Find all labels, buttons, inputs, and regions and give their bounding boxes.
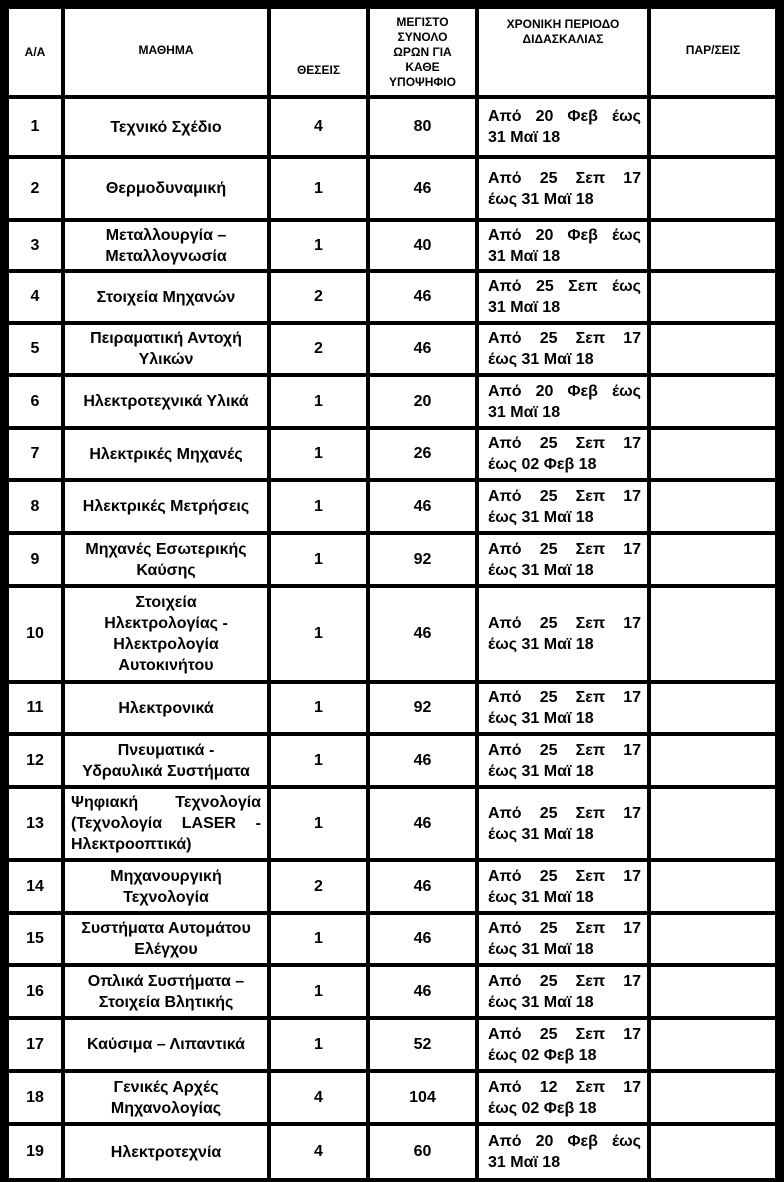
period-line: έως 31 Μαϊ 18 bbox=[488, 888, 594, 906]
row-hours: 26 bbox=[370, 430, 475, 478]
row-notes bbox=[651, 273, 775, 321]
row-subject bbox=[65, 862, 267, 911]
subject-line: Μηχανουργική bbox=[110, 867, 222, 885]
row-positions: 1 bbox=[271, 736, 366, 785]
row-notes bbox=[651, 430, 775, 478]
row-aa: 14 bbox=[9, 862, 61, 911]
row-subject bbox=[65, 684, 267, 732]
header-max-hours: ΜΕΓΙΣΤΟ ΣΥΝΟΛΟ ΩΡΩΝ ΓΙΑ ΚΑΘΕ ΥΠΟΨΗΦΙΟ bbox=[370, 9, 475, 95]
row-hours: 80 bbox=[370, 99, 475, 155]
row-notes bbox=[651, 159, 775, 218]
row-notes bbox=[651, 99, 775, 155]
row-period bbox=[479, 967, 647, 1016]
row-positions: 1 bbox=[271, 1020, 366, 1069]
row-period bbox=[479, 99, 647, 155]
period-line: Από 25 Σεπ 17 bbox=[488, 920, 641, 937]
row-hours: 46 bbox=[370, 862, 475, 911]
row-aa: 3 bbox=[9, 222, 61, 269]
row-hours: 46 bbox=[370, 482, 475, 531]
period-line: 31 Μαϊ 18 bbox=[488, 129, 561, 146]
row-hours: 52 bbox=[370, 1020, 475, 1069]
subject-line: Θερμοδυναμική bbox=[105, 180, 227, 197]
subject-line: Οπλικά Συστήματα – bbox=[87, 972, 245, 990]
row-notes bbox=[651, 967, 775, 1016]
subject-line: Στοιχεία bbox=[135, 594, 197, 611]
row-subject bbox=[65, 535, 267, 584]
row-aa: 10 bbox=[9, 588, 61, 680]
period-line: Από 20 Φεβ έως bbox=[488, 1133, 641, 1150]
row-period bbox=[479, 325, 647, 373]
row-positions: 1 bbox=[271, 482, 366, 531]
period-line: Από 25 Σεπ 17 bbox=[488, 540, 641, 558]
row-hours: 40 bbox=[370, 222, 475, 269]
row-notes bbox=[651, 736, 775, 785]
row-positions: 2 bbox=[271, 325, 366, 373]
period-line: Από 25 Σεπ 17 bbox=[488, 1025, 641, 1043]
row-hours: 92 bbox=[370, 535, 475, 584]
row-aa: 11 bbox=[9, 684, 61, 732]
period-line: Από 20 Φεβ έως bbox=[488, 382, 641, 400]
subject-line: Υδραυλικά Συστήματα bbox=[82, 762, 250, 780]
row-positions: 4 bbox=[271, 99, 366, 155]
row-positions: 4 bbox=[271, 1126, 366, 1178]
subject-line: Ψηφιακή Τεχνολογία bbox=[71, 794, 261, 811]
row-positions: 1 bbox=[271, 789, 366, 858]
row-positions: 1 bbox=[271, 159, 366, 218]
row-period bbox=[479, 789, 647, 858]
subject-line: Ελέγχου bbox=[134, 941, 198, 958]
row-notes bbox=[651, 325, 775, 373]
row-notes bbox=[651, 1126, 775, 1178]
row-period bbox=[479, 1073, 647, 1122]
row-aa: 17 bbox=[9, 1020, 61, 1069]
subject-line: Αυτοκινήτου bbox=[118, 657, 214, 674]
row-subject bbox=[65, 1073, 267, 1122]
period-line: έως 31 Μαϊ 18 bbox=[488, 825, 594, 843]
period-line: 31 Μαϊ 18 bbox=[488, 403, 561, 421]
row-hours: 46 bbox=[370, 325, 475, 373]
subject-line: Μεταλλουργία – bbox=[105, 226, 227, 244]
row-aa: 12 bbox=[9, 736, 61, 785]
subject-line: Ηλεκτροοπτικά) bbox=[71, 836, 192, 853]
row-positions: 1 bbox=[271, 588, 366, 680]
row-period bbox=[479, 430, 647, 478]
period-line: έως 31 Μαϊ 18 bbox=[488, 508, 594, 526]
row-hours: 46 bbox=[370, 588, 475, 680]
subject-line: Μηχανολογίας bbox=[110, 1099, 222, 1117]
period-line: έως 31 Μαϊ 18 bbox=[488, 762, 594, 780]
row-subject bbox=[65, 588, 267, 680]
row-aa: 16 bbox=[9, 967, 61, 1016]
row-notes bbox=[651, 862, 775, 911]
row-subject bbox=[65, 482, 267, 531]
row-subject bbox=[65, 967, 267, 1016]
row-period bbox=[479, 159, 647, 218]
row-notes bbox=[651, 482, 775, 531]
period-line: 31 Μαϊ 18 bbox=[488, 299, 561, 316]
subject-line: Συστήματα Αυτομάτου bbox=[81, 920, 251, 937]
row-aa: 7 bbox=[9, 430, 61, 478]
row-notes bbox=[651, 915, 775, 963]
row-positions: 2 bbox=[271, 862, 366, 911]
row-hours: 46 bbox=[370, 736, 475, 785]
row-notes bbox=[651, 377, 775, 426]
row-aa: 5 bbox=[9, 325, 61, 373]
subject-line: Ηλεκτροτεχνικά Υλικά bbox=[83, 393, 249, 410]
row-subject bbox=[65, 736, 267, 785]
row-positions: 1 bbox=[271, 222, 366, 269]
subject-line: Ηλεκτρολογίας - bbox=[104, 615, 228, 632]
row-positions: 1 bbox=[271, 377, 366, 426]
period-line: Από 25 Σεπ 17 bbox=[488, 487, 641, 505]
period-line: 31 Μαϊ 18 bbox=[488, 247, 561, 265]
header-notes: ΠΑΡ/ΣΕΙΣ bbox=[651, 9, 775, 95]
period-line: Από 20 Φεβ έως bbox=[488, 226, 641, 244]
subject-line: Μηχανές Εσωτερικής bbox=[85, 540, 247, 558]
period-line: έως 02 Φεβ 18 bbox=[488, 1099, 597, 1117]
row-aa: 1 bbox=[9, 99, 61, 155]
row-period bbox=[479, 535, 647, 584]
period-line: έως 02 Φεβ 18 bbox=[488, 1046, 597, 1064]
subject-line: Ηλεκτροτεχνία bbox=[110, 1143, 222, 1161]
row-hours: 46 bbox=[370, 915, 475, 963]
row-notes bbox=[651, 1020, 775, 1069]
subject-line: Υλικών bbox=[138, 351, 194, 368]
row-notes bbox=[651, 222, 775, 269]
header-positions: ΘΕΣΕΙΣ bbox=[271, 9, 366, 95]
subject-line: Τεχνολογία bbox=[123, 888, 209, 906]
period-line: Από 25 Σεπ 17 bbox=[488, 330, 641, 347]
period-line: έως 02 Φεβ 18 bbox=[488, 456, 597, 473]
period-line: έως 31 Μαϊ 18 bbox=[488, 190, 594, 208]
row-period bbox=[479, 482, 647, 531]
row-subject bbox=[65, 222, 267, 269]
period-line: έως 31 Μαϊ 18 bbox=[488, 941, 594, 958]
row-period bbox=[479, 588, 647, 680]
period-line: 31 Μαϊ 18 bbox=[488, 1154, 561, 1171]
row-aa: 18 bbox=[9, 1073, 61, 1122]
period-line: έως 31 Μαϊ 18 bbox=[488, 561, 594, 579]
row-period bbox=[479, 915, 647, 963]
row-period bbox=[479, 1020, 647, 1069]
row-hours: 20 bbox=[370, 377, 475, 426]
row-positions: 2 bbox=[271, 273, 366, 321]
row-notes bbox=[651, 588, 775, 680]
subject-line: Καύσιμα – Λιπαντικά bbox=[86, 1036, 245, 1053]
period-line: Από 25 Σεπ έως bbox=[488, 278, 641, 295]
row-aa: 19 bbox=[9, 1126, 61, 1178]
row-period bbox=[479, 273, 647, 321]
row-subject bbox=[65, 273, 267, 321]
subject-line: Τεχνικό Σχέδιο bbox=[110, 118, 222, 136]
row-positions: 4 bbox=[271, 1073, 366, 1122]
row-period bbox=[479, 377, 647, 426]
subject-line: Ηλεκτρικές Μετρήσεις bbox=[82, 498, 250, 515]
row-positions: 1 bbox=[271, 430, 366, 478]
period-line: Από 25 Σεπ 17 bbox=[488, 615, 641, 632]
subject-line: (Τεχνολογία LASER - bbox=[71, 815, 261, 832]
row-period bbox=[479, 222, 647, 269]
row-hours: 46 bbox=[370, 967, 475, 1016]
row-subject bbox=[65, 99, 267, 155]
period-line: Από 12 Σεπ 17 bbox=[488, 1078, 641, 1096]
row-hours: 104 bbox=[370, 1073, 475, 1122]
row-aa: 8 bbox=[9, 482, 61, 531]
row-period bbox=[479, 1126, 647, 1178]
period-line: Από 25 Σεπ 17 bbox=[488, 689, 641, 706]
subject-line: Καύσης bbox=[136, 561, 196, 579]
row-hours: 46 bbox=[370, 789, 475, 858]
subject-line: Γενικές Αρχές bbox=[113, 1078, 219, 1096]
subject-line: Στοιχεία Μηχανών bbox=[96, 288, 236, 306]
row-aa: 13 bbox=[9, 789, 61, 858]
period-line: Από 25 Σεπ 17 bbox=[488, 741, 641, 759]
subject-line: Ηλεκτρονικά bbox=[118, 699, 214, 717]
row-subject bbox=[65, 377, 267, 426]
row-hours: 92 bbox=[370, 684, 475, 732]
row-positions: 1 bbox=[271, 967, 366, 1016]
row-period bbox=[479, 862, 647, 911]
row-notes bbox=[651, 535, 775, 584]
row-subject bbox=[65, 1126, 267, 1178]
row-notes bbox=[651, 684, 775, 732]
row-period bbox=[479, 736, 647, 785]
row-subject bbox=[65, 430, 267, 478]
row-positions: 1 bbox=[271, 535, 366, 584]
period-line: Από 20 Φεβ έως bbox=[488, 108, 641, 125]
row-hours: 46 bbox=[370, 273, 475, 321]
row-aa: 6 bbox=[9, 377, 61, 426]
row-aa: 2 bbox=[9, 159, 61, 218]
subject-line: Ηλεκτρολογία bbox=[113, 636, 219, 653]
subject-line: Πνευματικά - bbox=[117, 741, 215, 759]
header-period: ΧΡΟΝΙΚΗ ΠΕΡΙΟΔΟ ΔΙΔΑΣΚΑΛΙΑΣ bbox=[479, 9, 647, 95]
period-line: Από 25 Σεπ 17 bbox=[488, 804, 641, 822]
row-positions: 1 bbox=[271, 684, 366, 732]
row-hours: 60 bbox=[370, 1126, 475, 1178]
period-line: έως 31 Μαϊ 18 bbox=[488, 993, 594, 1011]
row-subject bbox=[65, 789, 267, 858]
row-subject bbox=[65, 915, 267, 963]
row-aa: 9 bbox=[9, 535, 61, 584]
row-notes bbox=[651, 789, 775, 858]
period-line: έως 31 Μαϊ 18 bbox=[488, 710, 594, 727]
period-line: έως 31 Μαϊ 18 bbox=[488, 636, 594, 653]
row-subject bbox=[65, 159, 267, 218]
subject-line: Ηλεκτρικές Μηχανές bbox=[89, 445, 243, 463]
period-line: Από 25 Σεπ 17 bbox=[488, 972, 641, 990]
row-hours: 46 bbox=[370, 159, 475, 218]
period-line: Από 25 Σεπ 17 bbox=[488, 169, 641, 187]
period-line: Από 25 Σεπ 17 bbox=[488, 435, 641, 452]
subject-line: Μεταλλογνωσία bbox=[105, 247, 227, 265]
subject-line: Πειραματική Αντοχή bbox=[90, 330, 242, 347]
row-subject bbox=[65, 1020, 267, 1069]
row-notes bbox=[651, 1073, 775, 1122]
row-aa: 15 bbox=[9, 915, 61, 963]
period-line: Από 25 Σεπ 17 bbox=[488, 867, 641, 885]
period-line: έως 31 Μαϊ 18 bbox=[488, 351, 594, 368]
row-subject bbox=[65, 325, 267, 373]
row-period bbox=[479, 684, 647, 732]
row-positions: 1 bbox=[271, 915, 366, 963]
header-aa: Α/Α bbox=[9, 9, 61, 95]
row-aa: 4 bbox=[9, 273, 61, 321]
subject-line: Στοιχεία Βλητικής bbox=[98, 993, 234, 1011]
header-subject: ΜΑΘΗΜΑ bbox=[65, 9, 267, 95]
